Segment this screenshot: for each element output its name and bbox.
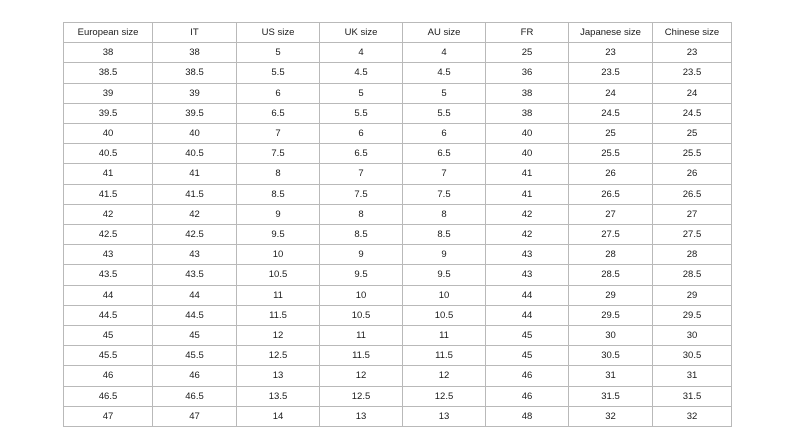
column-header: US size	[237, 23, 320, 43]
table-cell: 24.5	[653, 103, 732, 123]
table-header	[64, 23, 732, 43]
table-cell: 32	[653, 406, 732, 426]
table-cell: 12.5	[237, 346, 320, 366]
table-cell: 40.5	[64, 144, 153, 164]
table-cell: 31	[569, 366, 653, 386]
table-cell: 38.5	[153, 63, 237, 83]
table-row	[64, 164, 732, 184]
table-cell: 6.5	[320, 144, 403, 164]
column-header: IT	[153, 23, 237, 43]
table-cell: 9	[320, 245, 403, 265]
table-cell: 6.5	[403, 144, 486, 164]
table-cell: 23.5	[653, 63, 732, 83]
table-cell: 25	[653, 124, 732, 144]
table-cell: 5	[320, 83, 403, 103]
table-cell: 12	[237, 326, 320, 346]
table-cell: 43.5	[64, 265, 153, 285]
table-cell: 8	[403, 204, 486, 224]
table-cell: 11	[237, 285, 320, 305]
table-cell: 29.5	[569, 305, 653, 325]
table-cell: 8	[237, 164, 320, 184]
table-cell: 6.5	[237, 103, 320, 123]
table-cell: 41	[486, 164, 569, 184]
table-cell: 46	[64, 366, 153, 386]
table-cell: 14	[237, 406, 320, 426]
table-cell: 9	[237, 204, 320, 224]
table-row	[64, 366, 732, 386]
table-row	[64, 63, 732, 83]
table-cell: 41	[153, 164, 237, 184]
table-cell: 23.5	[569, 63, 653, 83]
table-row	[64, 346, 732, 366]
table-cell: 10.5	[403, 305, 486, 325]
column-header: European size	[64, 23, 153, 43]
table-cell: 13.5	[237, 386, 320, 406]
table-cell: 42	[64, 204, 153, 224]
table-cell: 31.5	[653, 386, 732, 406]
table-cell: 27.5	[653, 225, 732, 245]
table-cell: 40	[64, 124, 153, 144]
table-cell: 43	[153, 245, 237, 265]
column-header: Japanese size	[569, 23, 653, 43]
table-cell: 28.5	[569, 265, 653, 285]
table-cell: 45.5	[153, 346, 237, 366]
table-cell: 45	[486, 326, 569, 346]
table-row	[64, 204, 732, 224]
table-cell: 26.5	[569, 184, 653, 204]
table-cell: 4	[403, 43, 486, 63]
table-cell: 45	[153, 326, 237, 346]
table-cell: 32	[569, 406, 653, 426]
table-row	[64, 326, 732, 346]
table-row	[64, 245, 732, 265]
table-cell: 6	[237, 83, 320, 103]
table-cell: 26	[653, 164, 732, 184]
table-cell: 10.5	[237, 265, 320, 285]
table-cell: 29	[569, 285, 653, 305]
table-cell: 8.5	[237, 184, 320, 204]
table-cell: 13	[237, 366, 320, 386]
table-cell: 27	[569, 204, 653, 224]
table-cell: 41.5	[64, 184, 153, 204]
table-cell: 31.5	[569, 386, 653, 406]
table-cell: 30.5	[653, 346, 732, 366]
table-cell: 23	[653, 43, 732, 63]
table-cell: 8	[320, 204, 403, 224]
table-cell: 5.5	[320, 103, 403, 123]
table-cell: 11.5	[403, 346, 486, 366]
table-cell: 28.5	[653, 265, 732, 285]
table-cell: 13	[403, 406, 486, 426]
table-cell: 10	[320, 285, 403, 305]
table-cell: 42	[486, 204, 569, 224]
table-cell: 31	[653, 366, 732, 386]
table-row	[64, 305, 732, 325]
table-row	[64, 406, 732, 426]
table-cell: 46.5	[64, 386, 153, 406]
table-cell: 43	[64, 245, 153, 265]
table-row	[64, 265, 732, 285]
table-cell: 45	[486, 346, 569, 366]
table-cell: 47	[64, 406, 153, 426]
table-row	[64, 144, 732, 164]
table-cell: 6	[403, 124, 486, 144]
table-cell: 7.5	[237, 144, 320, 164]
table-cell: 8.5	[320, 225, 403, 245]
table-cell: 5	[403, 83, 486, 103]
table-cell: 30	[569, 326, 653, 346]
table-cell: 25	[486, 43, 569, 63]
table-cell: 41	[486, 184, 569, 204]
table-row	[64, 83, 732, 103]
table-cell: 42	[486, 225, 569, 245]
table-cell: 11	[320, 326, 403, 346]
table-cell: 30	[653, 326, 732, 346]
table-cell: 5.5	[237, 63, 320, 83]
table-cell: 39.5	[153, 103, 237, 123]
table-cell: 25	[569, 124, 653, 144]
table-cell: 7.5	[320, 184, 403, 204]
table-cell: 44.5	[64, 305, 153, 325]
table-cell: 7	[320, 164, 403, 184]
table-cell: 10.5	[320, 305, 403, 325]
table-cell: 28	[653, 245, 732, 265]
column-header: AU size	[403, 23, 486, 43]
table-cell: 7	[237, 124, 320, 144]
table-cell: 42.5	[153, 225, 237, 245]
table-cell: 48	[486, 406, 569, 426]
table-row	[64, 386, 732, 406]
table-cell: 40	[486, 144, 569, 164]
table-cell: 44	[153, 285, 237, 305]
size-conversion-table	[63, 22, 732, 427]
table-cell: 46.5	[153, 386, 237, 406]
table-cell: 30.5	[569, 346, 653, 366]
table-cell: 5	[237, 43, 320, 63]
table-cell: 12.5	[320, 386, 403, 406]
table-cell: 36	[486, 63, 569, 83]
table-cell: 40.5	[153, 144, 237, 164]
table-cell: 29	[653, 285, 732, 305]
table-cell: 9	[403, 245, 486, 265]
table-cell: 24.5	[569, 103, 653, 123]
table-cell: 44	[486, 285, 569, 305]
table-cell: 43.5	[153, 265, 237, 285]
table-cell: 40	[153, 124, 237, 144]
table-cell: 44	[486, 305, 569, 325]
table-cell: 39	[153, 83, 237, 103]
table-cell: 25.5	[653, 144, 732, 164]
table-cell: 43	[486, 265, 569, 285]
table-cell: 4	[320, 43, 403, 63]
table-cell: 39.5	[64, 103, 153, 123]
table-cell: 46	[486, 386, 569, 406]
size-conversion-table-wrapper	[63, 22, 731, 427]
table-cell: 12	[320, 366, 403, 386]
table-cell: 11.5	[320, 346, 403, 366]
table-cell: 10	[403, 285, 486, 305]
table-cell: 26	[569, 164, 653, 184]
table-cell: 9.5	[237, 225, 320, 245]
table-cell: 13	[320, 406, 403, 426]
table-cell: 7.5	[403, 184, 486, 204]
table-row	[64, 285, 732, 305]
table-cell: 46	[486, 366, 569, 386]
table-cell: 38.5	[64, 63, 153, 83]
table-cell: 42	[153, 204, 237, 224]
table-cell: 38	[153, 43, 237, 63]
table-cell: 4.5	[320, 63, 403, 83]
table-row	[64, 225, 732, 245]
table-cell: 8.5	[403, 225, 486, 245]
table-cell: 47	[153, 406, 237, 426]
table-row	[64, 184, 732, 204]
table-cell: 27.5	[569, 225, 653, 245]
table-body	[64, 43, 732, 427]
table-cell: 25.5	[569, 144, 653, 164]
table-cell: 43	[486, 245, 569, 265]
table-cell: 5.5	[403, 103, 486, 123]
table-row	[64, 103, 732, 123]
table-cell: 12.5	[403, 386, 486, 406]
table-cell: 7	[403, 164, 486, 184]
table-cell: 24	[653, 83, 732, 103]
table-cell: 38	[486, 103, 569, 123]
table-cell: 45.5	[64, 346, 153, 366]
table-cell: 28	[569, 245, 653, 265]
table-cell: 38	[64, 43, 153, 63]
table-cell: 24	[569, 83, 653, 103]
table-cell: 38	[486, 83, 569, 103]
table-cell: 29.5	[653, 305, 732, 325]
table-cell: 44	[64, 285, 153, 305]
table-cell: 46	[153, 366, 237, 386]
table-cell: 23	[569, 43, 653, 63]
table-cell: 10	[237, 245, 320, 265]
table-header-row	[64, 23, 732, 43]
table-row	[64, 124, 732, 144]
table-cell: 41.5	[153, 184, 237, 204]
table-cell: 4.5	[403, 63, 486, 83]
column-header: Chinese size	[653, 23, 732, 43]
table-cell: 40	[486, 124, 569, 144]
table-row	[64, 43, 732, 63]
table-cell: 26.5	[653, 184, 732, 204]
table-cell: 44.5	[153, 305, 237, 325]
table-cell: 9.5	[403, 265, 486, 285]
table-cell: 12	[403, 366, 486, 386]
table-cell: 6	[320, 124, 403, 144]
table-cell: 11	[403, 326, 486, 346]
table-cell: 41	[64, 164, 153, 184]
table-cell: 9.5	[320, 265, 403, 285]
table-cell: 27	[653, 204, 732, 224]
table-cell: 42.5	[64, 225, 153, 245]
table-cell: 45	[64, 326, 153, 346]
table-cell: 39	[64, 83, 153, 103]
table-cell: 11.5	[237, 305, 320, 325]
column-header: FR	[486, 23, 569, 43]
column-header: UK size	[320, 23, 403, 43]
